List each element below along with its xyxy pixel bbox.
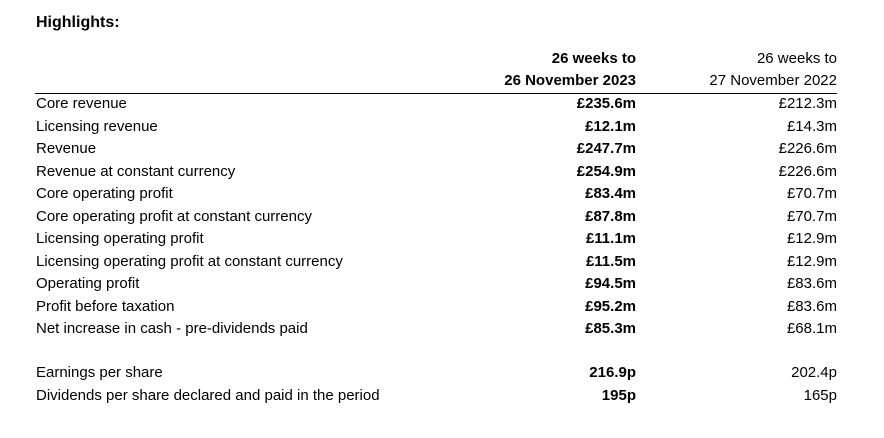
table-row <box>0 318 884 341</box>
table-row <box>0 385 884 408</box>
row-value-current: £11.5m <box>585 252 636 270</box>
row-value-previous: £70.7m <box>786 207 837 225</box>
row-label: Earnings per share <box>36 364 163 381</box>
table-row <box>0 296 884 319</box>
column-header-previous-line1: 26 weeks to <box>756 50 837 67</box>
table-row <box>0 161 884 184</box>
table-row <box>0 206 884 229</box>
row-value-previous: £68.1m <box>786 320 837 337</box>
table-row <box>0 138 884 161</box>
row-label: Dividends per share declared and paid in the period <box>36 386 380 404</box>
row-label: Revenue at constant currency <box>36 162 236 180</box>
row-value-previous: 165p <box>803 386 837 404</box>
row-value-current: £95.2m <box>585 297 636 315</box>
column-header-current <box>476 48 636 92</box>
row-label: Revenue <box>36 140 97 157</box>
row-value-current: 216.9p <box>589 364 636 381</box>
column-header-previous <box>677 48 837 92</box>
row-value-current: £87.8m <box>585 207 636 225</box>
column-header-current-line1: 26 weeks to <box>551 50 636 67</box>
row-value-previous: £83.6m <box>786 297 837 315</box>
financial-highlights-list <box>0 93 884 341</box>
row-value-previous: £212.3m <box>778 95 837 112</box>
row-value-current: £85.3m <box>585 320 636 337</box>
row-label: Core operating profit <box>36 185 173 202</box>
row-value-previous: £12.9m <box>786 230 837 247</box>
row-label: Operating profit <box>36 275 140 292</box>
row-value-current: £254.9m <box>576 162 636 180</box>
row-label: Licensing revenue <box>36 117 158 135</box>
row-value-previous: 202.4p <box>791 364 837 381</box>
row-value-previous: £12.9m <box>786 252 837 270</box>
row-value-current: £235.6m <box>576 95 636 112</box>
row-value-previous: £226.6m <box>778 140 837 157</box>
table-row <box>0 273 884 296</box>
row-value-current: £83.4m <box>585 185 636 202</box>
column-header-current-line2: 26 November 2023 <box>504 72 636 89</box>
row-value-previous: £70.7m <box>786 185 837 202</box>
table-row <box>0 93 884 116</box>
row-label: Licensing operating profit at constant currency <box>36 252 343 270</box>
row-value-previous: £83.6m <box>786 275 837 292</box>
table-row <box>0 362 884 385</box>
row-label: Profit before taxation <box>36 297 175 315</box>
per-share-list <box>0 362 884 407</box>
row-value-previous: £14.3m <box>786 117 837 135</box>
table-row <box>0 116 884 139</box>
row-value-current: £94.5m <box>585 275 636 292</box>
row-value-current: 195p <box>601 386 636 404</box>
row-value-current: £247.7m <box>576 140 636 157</box>
table-row <box>0 183 884 206</box>
row-value-previous: £226.6m <box>778 162 837 180</box>
row-label: Net increase in cash - pre-dividends paid <box>36 320 308 337</box>
table-row <box>0 228 884 251</box>
page-title: Highlights: <box>36 14 120 31</box>
row-value-current: £12.1m <box>585 117 636 135</box>
row-label: Core operating profit at constant currency <box>36 207 312 225</box>
row-label: Licensing operating profit <box>36 230 204 247</box>
row-label: Core revenue <box>36 95 127 112</box>
row-value-current: £11.1m <box>585 230 636 247</box>
column-header-previous-line2: 27 November 2022 <box>709 72 837 89</box>
table-row <box>0 251 884 274</box>
